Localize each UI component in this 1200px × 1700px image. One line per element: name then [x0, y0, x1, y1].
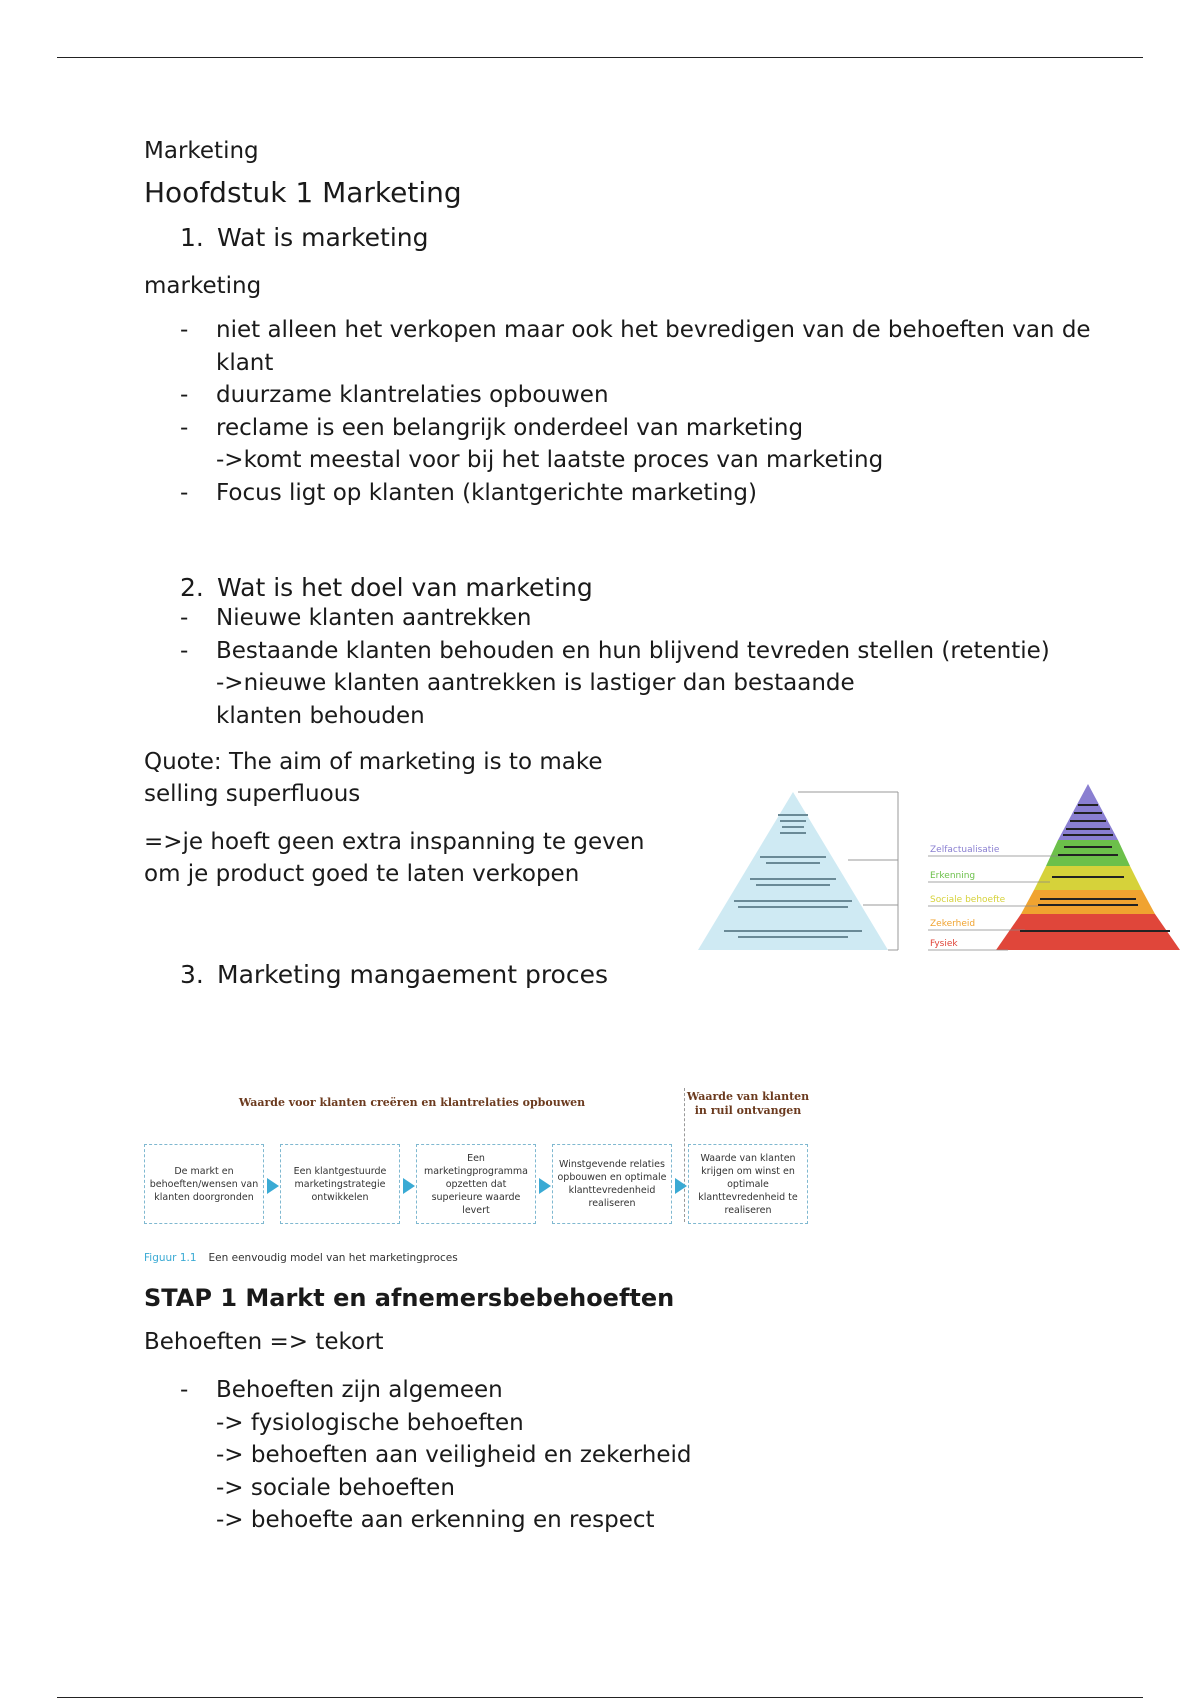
maslow-label: Zekerheid [930, 919, 976, 929]
list-sub-note: -> behoeften aan veiligheid en zekerheid [216, 1442, 692, 1468]
maslow-label: Fysiek [930, 939, 958, 949]
section-title: Marketing mangaement proces [217, 960, 609, 989]
marketing-pyramid-image [698, 790, 908, 952]
section-number: 2. [180, 573, 204, 602]
figure-header-left: Waarde voor klanten creëren en klantrelaties opbouwen [238, 1096, 586, 1109]
list-sub-note: ->nieuwe klanten aantrekken is lastiger dan bestaande klanten behouden [216, 670, 855, 729]
process-step-box: Een marketingprogramma opzetten dat superieure waarde levert [416, 1144, 536, 1224]
quote: Quote: The aim of marketing is to make selling superfluous [144, 749, 603, 807]
process-step-box: De markt en behoeften/wensen van klanten doorgronden [144, 1144, 264, 1224]
list-sub-note: -> sociale behoeften [216, 1474, 455, 1501]
list-item: - reclame is een belangrijk onderdeel van marketing [180, 414, 804, 441]
term-marketing: marketing [144, 273, 262, 299]
figure-caption [144, 1252, 458, 1264]
figure-caption-text: Een eenvoudig model van het marketingproces [208, 1252, 458, 1264]
list-sub-note: -> behoefte aan erkenning en respect [216, 1507, 655, 1533]
process-step-box: Winstgevende relaties opbouwen en optimale klanttevredenheid realiseren [552, 1144, 672, 1224]
figure-header-right: Waarde van klanten in ruil ontvangen [686, 1090, 810, 1117]
arrow-right-icon [539, 1178, 551, 1194]
list-item: - duurzame klantrelaties opbouwen [180, 382, 609, 408]
list-sub-note: ->komt meestal voor bij het laatste proces van marketing [216, 447, 884, 473]
footer-rule [57, 1697, 1143, 1698]
section-1-list [144, 314, 1104, 444]
arrow-right-icon [403, 1178, 415, 1194]
stap-1-title: STAP 1 Markt en afnemersbebehoeften [144, 1284, 675, 1312]
list-item: - Nieuwe klanten aantrekken [180, 605, 532, 631]
section-title: Wat is het doel van marketing [217, 573, 593, 602]
running-title: Marketing [144, 138, 259, 164]
maslow-label: Zelfactualisatie [930, 845, 1000, 855]
arrow-right-icon [675, 1178, 687, 1194]
list-item: - Behoeften zijn algemeen [180, 1377, 503, 1403]
maslow-label: Erkenning [930, 871, 976, 881]
section-1-heading [180, 223, 1104, 252]
section-1-list-cont [144, 477, 1104, 510]
section-2-list [144, 602, 1104, 667]
header-rule [57, 57, 1143, 58]
list-item: - Focus ligt op klanten (klantgerichte marketing) [180, 479, 757, 506]
section-title: Wat is marketing [217, 223, 429, 252]
maslow-label: Sociale behoefte [930, 895, 1006, 905]
section-3-heading [180, 960, 1104, 989]
arrow-right-icon [267, 1178, 279, 1194]
stap-1-section [144, 1284, 1104, 1537]
section-number: 3. [180, 960, 204, 989]
list-item: - Bestaande klanten behouden en hun blijvend tevreden stellen (retentie) [180, 637, 1050, 664]
list-sub-note: -> fysiologische behoeften [216, 1409, 524, 1436]
section-2-heading [180, 573, 1104, 602]
stap-1-definition: Behoeften => tekort [144, 1329, 384, 1355]
stap-1-list [144, 1374, 1104, 1407]
process-step-box: Een klantgestuurde marketingstrategie ontwikkelen [280, 1144, 400, 1224]
figure-number: Figuur 1.1 [144, 1252, 197, 1264]
process-figure [144, 1088, 814, 1268]
conclusion: =>je hoeft geen extra inspanning te geven om je product goed te laten verkopen [144, 829, 645, 887]
section-number: 1. [180, 223, 204, 252]
chapter-title: Hoofdstuk 1 Marketing [144, 176, 462, 209]
list-item: - niet alleen het verkopen maar ook het bevredigen van de behoeften van de klant [180, 317, 1091, 376]
process-step-box: Waarde van klanten krijgen om winst en optimale klanttevredenheid te realiseren [688, 1144, 808, 1224]
